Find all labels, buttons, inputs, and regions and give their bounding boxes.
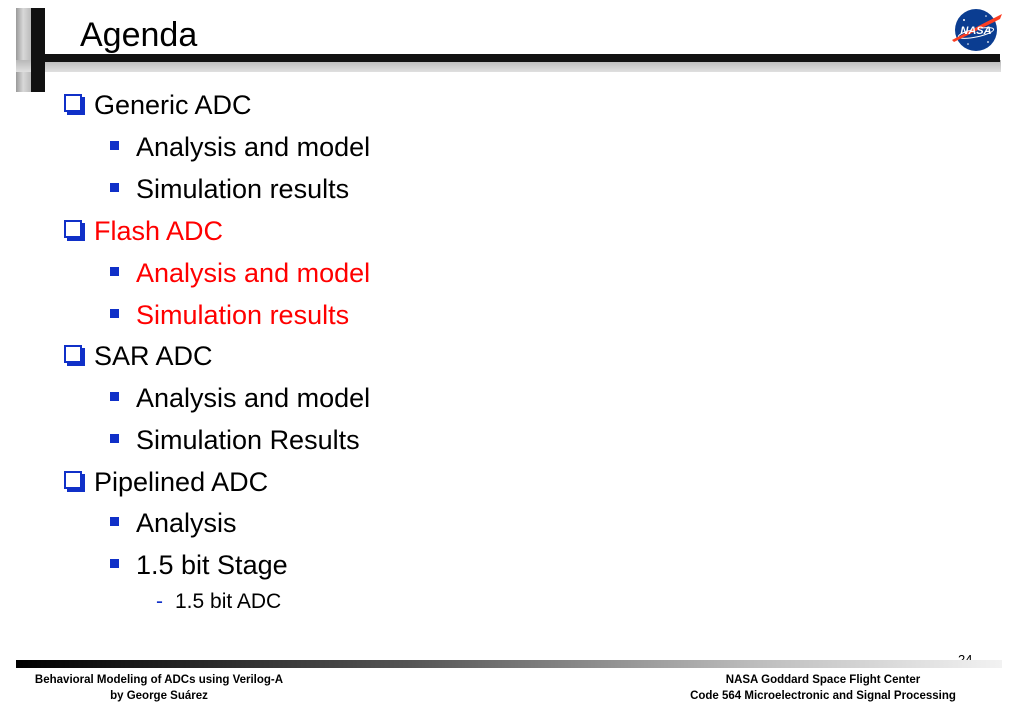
list-item-text: Analysis and model	[136, 258, 371, 288]
footer-presentation-title: Behavioral Modeling of ADCs using Verilog-A	[34, 674, 284, 686]
list-item	[64, 214, 223, 248]
list-item	[110, 172, 349, 206]
list-item	[64, 465, 268, 499]
title-vertical-bar	[31, 8, 45, 92]
footer-department: Code 564 Microelectronic and Signal Processing	[690, 690, 956, 702]
checkbox-bullet-icon	[64, 94, 82, 112]
list-item	[110, 381, 370, 415]
list-item	[110, 256, 370, 290]
checkbox-bullet-icon	[64, 220, 82, 238]
square-bullet-icon	[110, 183, 119, 192]
list-item-text: 1.5 bit Stage	[136, 550, 288, 580]
list-item	[110, 298, 349, 332]
footer-right	[653, 672, 993, 704]
list-item-text: 1.5 bit ADC	[175, 590, 282, 613]
list-item-text: Simulation Results	[136, 425, 360, 455]
list-item-text: Simulation results	[136, 300, 350, 330]
list-item-text: Simulation results	[136, 174, 350, 204]
dash-bullet-icon: -	[156, 590, 163, 613]
square-bullet-icon	[110, 309, 119, 318]
checkbox-bullet-icon	[64, 345, 82, 363]
square-bullet-icon	[110, 392, 119, 401]
square-bullet-icon	[110, 559, 119, 568]
square-bullet-icon	[110, 141, 119, 150]
nasa-logo	[948, 4, 1004, 54]
checkbox-bullet-icon	[64, 471, 82, 489]
list-item-text: SAR ADC	[94, 341, 213, 371]
list-item	[110, 548, 288, 582]
list-item-text: Pipelined ADC	[94, 467, 269, 497]
footer-rule	[16, 660, 1002, 668]
slide-title: Agenda	[80, 16, 198, 54]
footer-author: by George Suárez	[110, 690, 208, 702]
list-item	[156, 588, 281, 616]
list-item	[110, 506, 237, 540]
list-item-text: Analysis	[136, 508, 237, 538]
list-item-text: Flash ADC	[94, 216, 224, 246]
footer-organization: NASA Goddard Space Flight Center	[725, 674, 921, 686]
square-bullet-icon	[110, 267, 119, 276]
list-item-text: Generic ADC	[94, 90, 252, 120]
list-item-text: Analysis and model	[136, 132, 371, 162]
square-bullet-icon	[110, 434, 119, 443]
list-item	[64, 339, 213, 373]
square-bullet-icon	[110, 517, 119, 526]
list-item-text: Analysis and model	[136, 383, 371, 413]
footer-left	[14, 672, 304, 704]
nasa-logo-text: NASA	[960, 25, 992, 37]
list-item	[110, 130, 370, 164]
list-item	[64, 88, 252, 122]
list-item	[110, 423, 360, 457]
